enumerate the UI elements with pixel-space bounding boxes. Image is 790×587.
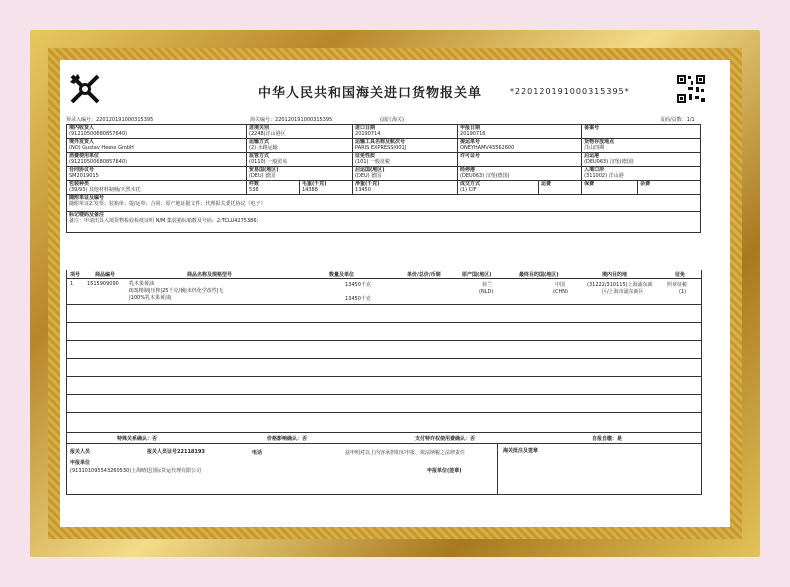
self-pay: 自报自缴：是	[592, 436, 623, 442]
customs-emblem-icon	[68, 72, 102, 106]
goods-divider	[67, 322, 701, 323]
pre-entry-number: 预录入编号：220120191000315395	[66, 117, 154, 123]
footer-divider	[67, 443, 701, 444]
gross-weight-cell: 毛重(千克) 14388	[300, 181, 353, 195]
supervision-cell: 监管方式 (0110) 一般贸易	[247, 153, 353, 167]
consignor-cell: 境外发货人 (NO) Gustav Heess GmbH	[67, 139, 247, 153]
royalty-confirm: 支付特许权使用费确认：否	[415, 436, 476, 442]
special-relation: 特殊关系确认：否	[117, 436, 158, 442]
goods-item-domestic-2: 区/上海市浦东新区	[602, 289, 644, 295]
goods-divider	[67, 358, 701, 359]
goods-col-levy: 征免	[675, 272, 686, 278]
goods-item-domestic: (31222/310115)上海浦东新	[587, 282, 653, 288]
goods-divider	[67, 394, 701, 395]
goods-divider	[67, 412, 701, 413]
trade-country-cell: 贸易国(地区) (DEU) 德国	[247, 167, 353, 181]
vessel-cell: 运输工具名称及航次号 PARIS EXPRESS/001J	[353, 139, 458, 153]
legal-statement: 兹申明对以上内容承担如实申报、依法纳税之法律责任	[345, 450, 466, 456]
qr-code-icon	[676, 74, 706, 104]
package-cell: 包装种类 (39/93) 其他材料制桶/天然木托	[67, 181, 247, 195]
customs-note-label: 海关批注及签章	[503, 448, 539, 454]
bill-of-lading-cell: 提运单号 ONEYHAMV43562600	[458, 139, 582, 153]
goods-divider	[67, 304, 701, 305]
goods-item-spec-2: |100%乳木果黄油|	[129, 295, 172, 301]
goods-item-levy-code: (1)	[679, 289, 687, 295]
origin-country-cell: 启运国(地区) (DEU) 德国	[353, 167, 458, 181]
goods-col-qty: 数量及单位	[329, 272, 355, 278]
goods-place-cell: 货物存放地点 洋山四期	[582, 139, 701, 153]
goods-item-levy: 照章征税	[667, 282, 688, 288]
customs-number-label: 海关编号：	[250, 117, 276, 123]
barcode-serial: *220120191000315395*	[510, 87, 630, 96]
contract-cell: 合同协议号 SM2019015	[67, 167, 247, 181]
document-title: 中华人民共和国海关进口货物报关单	[257, 86, 482, 101]
goods-col-code: 商品编号	[95, 272, 116, 278]
goods-item-origin-code: (NLD)	[479, 289, 494, 295]
goods-item-qty: 13450千克	[345, 282, 371, 288]
phone-label: 电话	[252, 450, 263, 456]
goods-item-origin: 荷兰	[482, 282, 493, 288]
net-weight-cell: 净重(千克) 13450	[353, 181, 458, 195]
agent-name: (913101095543260530)上海晴廷国际货运代理有限公司	[70, 468, 202, 474]
import-date-cell: 进口日期 20190714	[353, 125, 458, 139]
user-cell: 消费使用单位 (91210500680857640)	[67, 153, 247, 167]
goods-col-origin: 原产国(地区)	[462, 272, 492, 278]
declarer-cert: 报关人员证号22118193	[147, 449, 205, 455]
goods-item-no: 1	[70, 281, 74, 287]
goods-col-domestic: 境内目的地	[602, 272, 628, 278]
levy-nature-cell: 征免性质 (101) 一般征税	[353, 153, 458, 167]
footer-column-divider	[497, 443, 498, 494]
customs-port: (浦江海关)	[380, 117, 404, 123]
declarer-label: 报关人员	[70, 449, 91, 455]
customs-number-value: 220120191000315395	[275, 117, 333, 123]
goods-col-price: 单价/总价/币制	[407, 272, 441, 278]
pieces-cell: 件数 538	[247, 181, 300, 195]
departure-port-cell: 启运港 (DEU063) 汉堡(德国)	[582, 153, 701, 167]
goods-col-no: 项号	[70, 272, 81, 278]
customs-number	[250, 116, 332, 123]
goods-item-dest: 中国	[555, 282, 566, 288]
license-cell: 许可证号	[458, 153, 582, 167]
goods-section	[66, 270, 702, 433]
entry-place-cell: 入境口岸 (311002) 洋山港	[582, 167, 701, 181]
customs-declaration-document	[60, 60, 730, 527]
entry-port-cell: 进境关别 (2248)洋山港区	[247, 125, 353, 139]
transport-cell: 运输方式 (2) 水路运输	[247, 139, 353, 153]
goods-col-name: 商品名称及规格型号	[187, 272, 233, 278]
freight-cell: 运费	[539, 181, 582, 195]
goods-divider	[67, 376, 701, 377]
goods-item-qty-2: 13450千克	[345, 296, 371, 302]
declaration-form-table	[66, 124, 701, 233]
goods-header-row	[67, 270, 701, 279]
declaration-footer	[66, 432, 702, 495]
goods-item-spec: 0|3|精制|压榨|25千克/桶|未经化学改性|无	[129, 288, 224, 294]
consignee-cell: 境内收货人 (91210500680857640)	[67, 125, 247, 139]
goods-item-name: 乳木果黄油	[129, 281, 155, 287]
documents-cell: 随附单证及编号 随附单证2:发票；装箱单；提/运单；合同；原产地证据文件；代理报关委托协议（电子）	[67, 195, 701, 212]
marks-cell: 标记唛码及备注 备注：申请出具入境货物检验检疫证明 N/M 集装箱标箱数及号码：2;TCLU4275386;	[67, 212, 701, 233]
declare-date-cell: 申报日期 20190716	[458, 125, 582, 139]
terms-cell: 成交方式 (1) CIF	[458, 181, 539, 195]
agent-label: 申报单位	[70, 460, 91, 466]
seal-label: 申报单位(签章)	[427, 468, 462, 474]
price-influence: 价格影响确认：否	[267, 436, 308, 442]
goods-divider	[67, 340, 701, 341]
record-no-cell: 备案号	[582, 125, 701, 139]
misc-fee-cell: 杂费	[638, 181, 701, 195]
goods-item-dest-code: (CHN)	[553, 289, 568, 295]
insurance-cell: 保费	[582, 181, 638, 195]
page-count: 页码/页数：1/1	[660, 117, 695, 123]
goods-item-code: 1515909090	[87, 281, 119, 287]
goods-col-dest: 最终目的国(地区)	[519, 272, 559, 278]
transit-port-cell: 经停港 (DEU063) 汉堡(德国)	[458, 167, 582, 181]
